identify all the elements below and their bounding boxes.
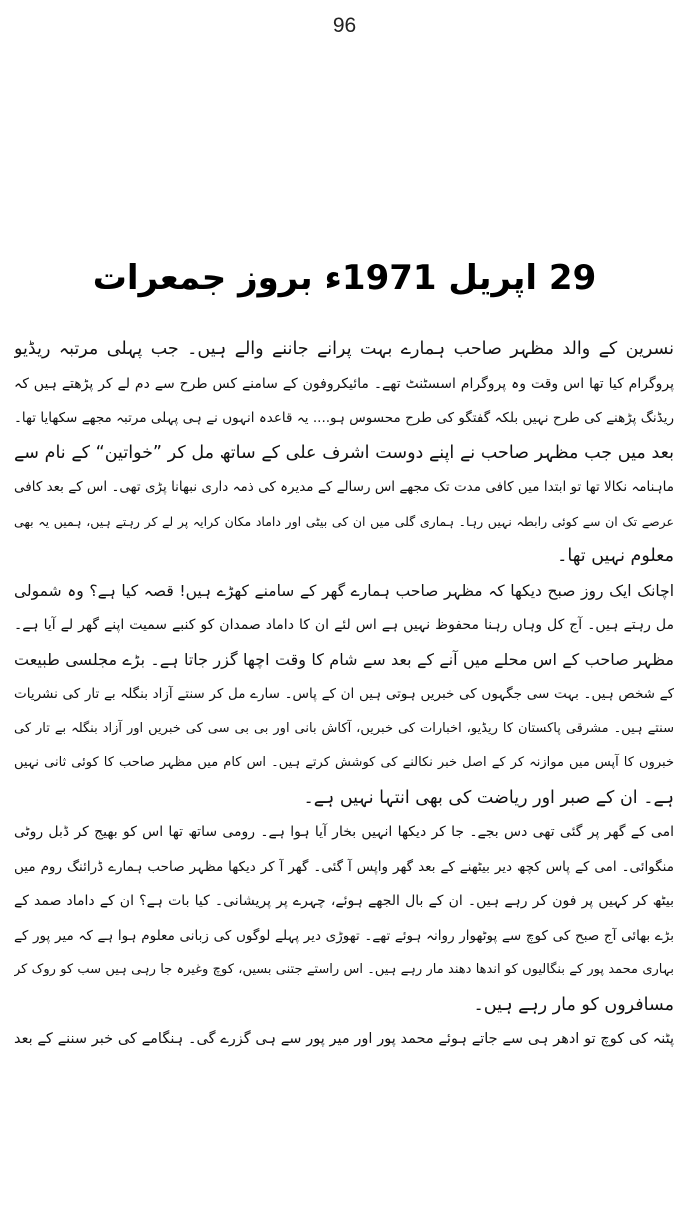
text-line: عرصے تک ان سے کوئی رابطہ نہیں رہا۔ ہماری گلی میں ان کی بیٹی اور داماد مکان کرایہ پر لے کر رہتے ہیں، ہمیں یہ بھی xyxy=(14,513,674,529)
text-line: بڑے بھائی آج صبح کی کوچ سے پوٹھوار روانہ ہوئے تھے۔ تھوڑی دیر پہلے لوگوں کی زبانی معلوم ہوا ہے کہ میر پور کے xyxy=(14,927,674,944)
text-line: بعد میں جب مظہر صاحب نے اپنے دوست اشرف علی کے ساتھ مل کر ”خواتین“ کے نام سے xyxy=(14,442,674,463)
text-line: خبروں کا آپس میں موازنہ کر کے اصل خبر نکالنے کی کوشش کرتے ہیں۔ اس کام میں مظہر صاحب کا کوئی ثانی نہیں xyxy=(14,755,674,770)
text-line: معلوم نہیں تھا۔ xyxy=(557,546,674,566)
text-line: سنتے ہیں۔ مشرقی پاکستان کا ریڈیو، اخبارات کی خبریں، آکاش بانی اور بی بی سی کی خبریں اور آزاد بنگلہ بے تار کی xyxy=(14,720,674,736)
page-number: 96 xyxy=(332,14,357,37)
text-line: بیٹھ کر کہیں پر فون کر رہے ہیں۔ ان کے بال الجھے ہوئے، چہرے پر پریشانی۔ کیا بات ہے؟ ان کے داماد صمد کے xyxy=(14,893,674,909)
text-line: ریڈنگ پڑھنے کی طرح نہیں بلکہ گفتگو کی طرح محسوس ہو.... یہ قاعدہ انہوں نے ہی پہلی مرتبہ مجھے سکھایا تھا۔ xyxy=(14,410,674,426)
text-line: مظہر صاحب کے اس محلے میں آنے کے بعد سے شام کا وقت اچھا گزر جاتا ہے۔ بڑے مجلسی طبیعت xyxy=(14,649,674,669)
text-line: بہاری محمد پور کے بنگالیوں کو اندھا دھند مار رہے ہیں۔ اس راستے جتنی بسیں، کوچ وغیرہ جا رہی ہیں سب کو روک کر xyxy=(14,962,674,977)
text-line: ماہنامہ نکالا تھا تو ابتدا میں کافی مدت تک مجھے اس رسالے کے مدیرہ کی ذمہ داری نبھانا پڑی تھی۔ اس کے بعد کافی xyxy=(14,479,674,495)
chapter-title: 29 اپریل 1971ء بروز جمعرات xyxy=(92,258,597,298)
text-line: منگوائی۔ امی کے پاس کچھ دیر بیٹھنے کے بعد گھر واپس آ گئی۔ گھر آ کر دیکھا مظہر صاحب ہمارے ڈرائنگ روم میں xyxy=(14,858,674,875)
text-line: مسافروں کو مار رہے ہیں۔ xyxy=(473,994,674,1015)
text-line: کے شخص ہیں۔ بہت سی جگہوں کی خبریں ہوتی ہیں ان کے پاس۔ سارے مل کر سنتے آزاد بنگلہ بے تار کی نشریات xyxy=(14,686,674,702)
body-text xyxy=(14,332,674,1057)
text-line: ہے۔ ان کے صبر اور ریاضت کی بھی انتہا نہیں ہے۔ xyxy=(303,787,674,808)
text-line: امی کے گھر پر گئی تھی دس بجے۔ جا کر دیکھا انہیں بخار آیا ہوا ہے۔ رومی ساتھ تھا اس کو بھیج کر ڈبل روٹی xyxy=(14,824,674,840)
text-line: اچانک ایک روز صبح دیکھا کہ مظہر صاحب ہمارے گھر کے سامنے کھڑے ہیں! قصہ کیا ہے؟ وہ شمولی xyxy=(14,581,674,600)
text-line: مل رہتے ہیں۔ آج کل وہاں رہنا محفوظ نہیں ہے اس لئے ان کا داماد صمدان کو کنبے سمیت اپنے گھر لے آیا ہے۔ xyxy=(14,617,674,633)
text-line: پروگرام کیا تھا اس وقت وہ پروگرام اسسٹنٹ تھے۔ مائیکروفون کے سامنے کس طرح سے دم لے کر پڑھتے ہیں کہ xyxy=(14,375,674,392)
text-line: پٹنہ کی کوچ تو ادھر ہی سے جاتے ہوئے محمد پور اور میر پور سے ہی گزرے گی۔ ہنگامے کی خبر سننے کے بعد xyxy=(14,1031,674,1047)
text-line: نسرین کے والد مظہر صاحب ہمارے بہت پرانے جاننے والے ہیں۔ جب پہلی مرتبہ ریڈیو xyxy=(14,339,674,359)
